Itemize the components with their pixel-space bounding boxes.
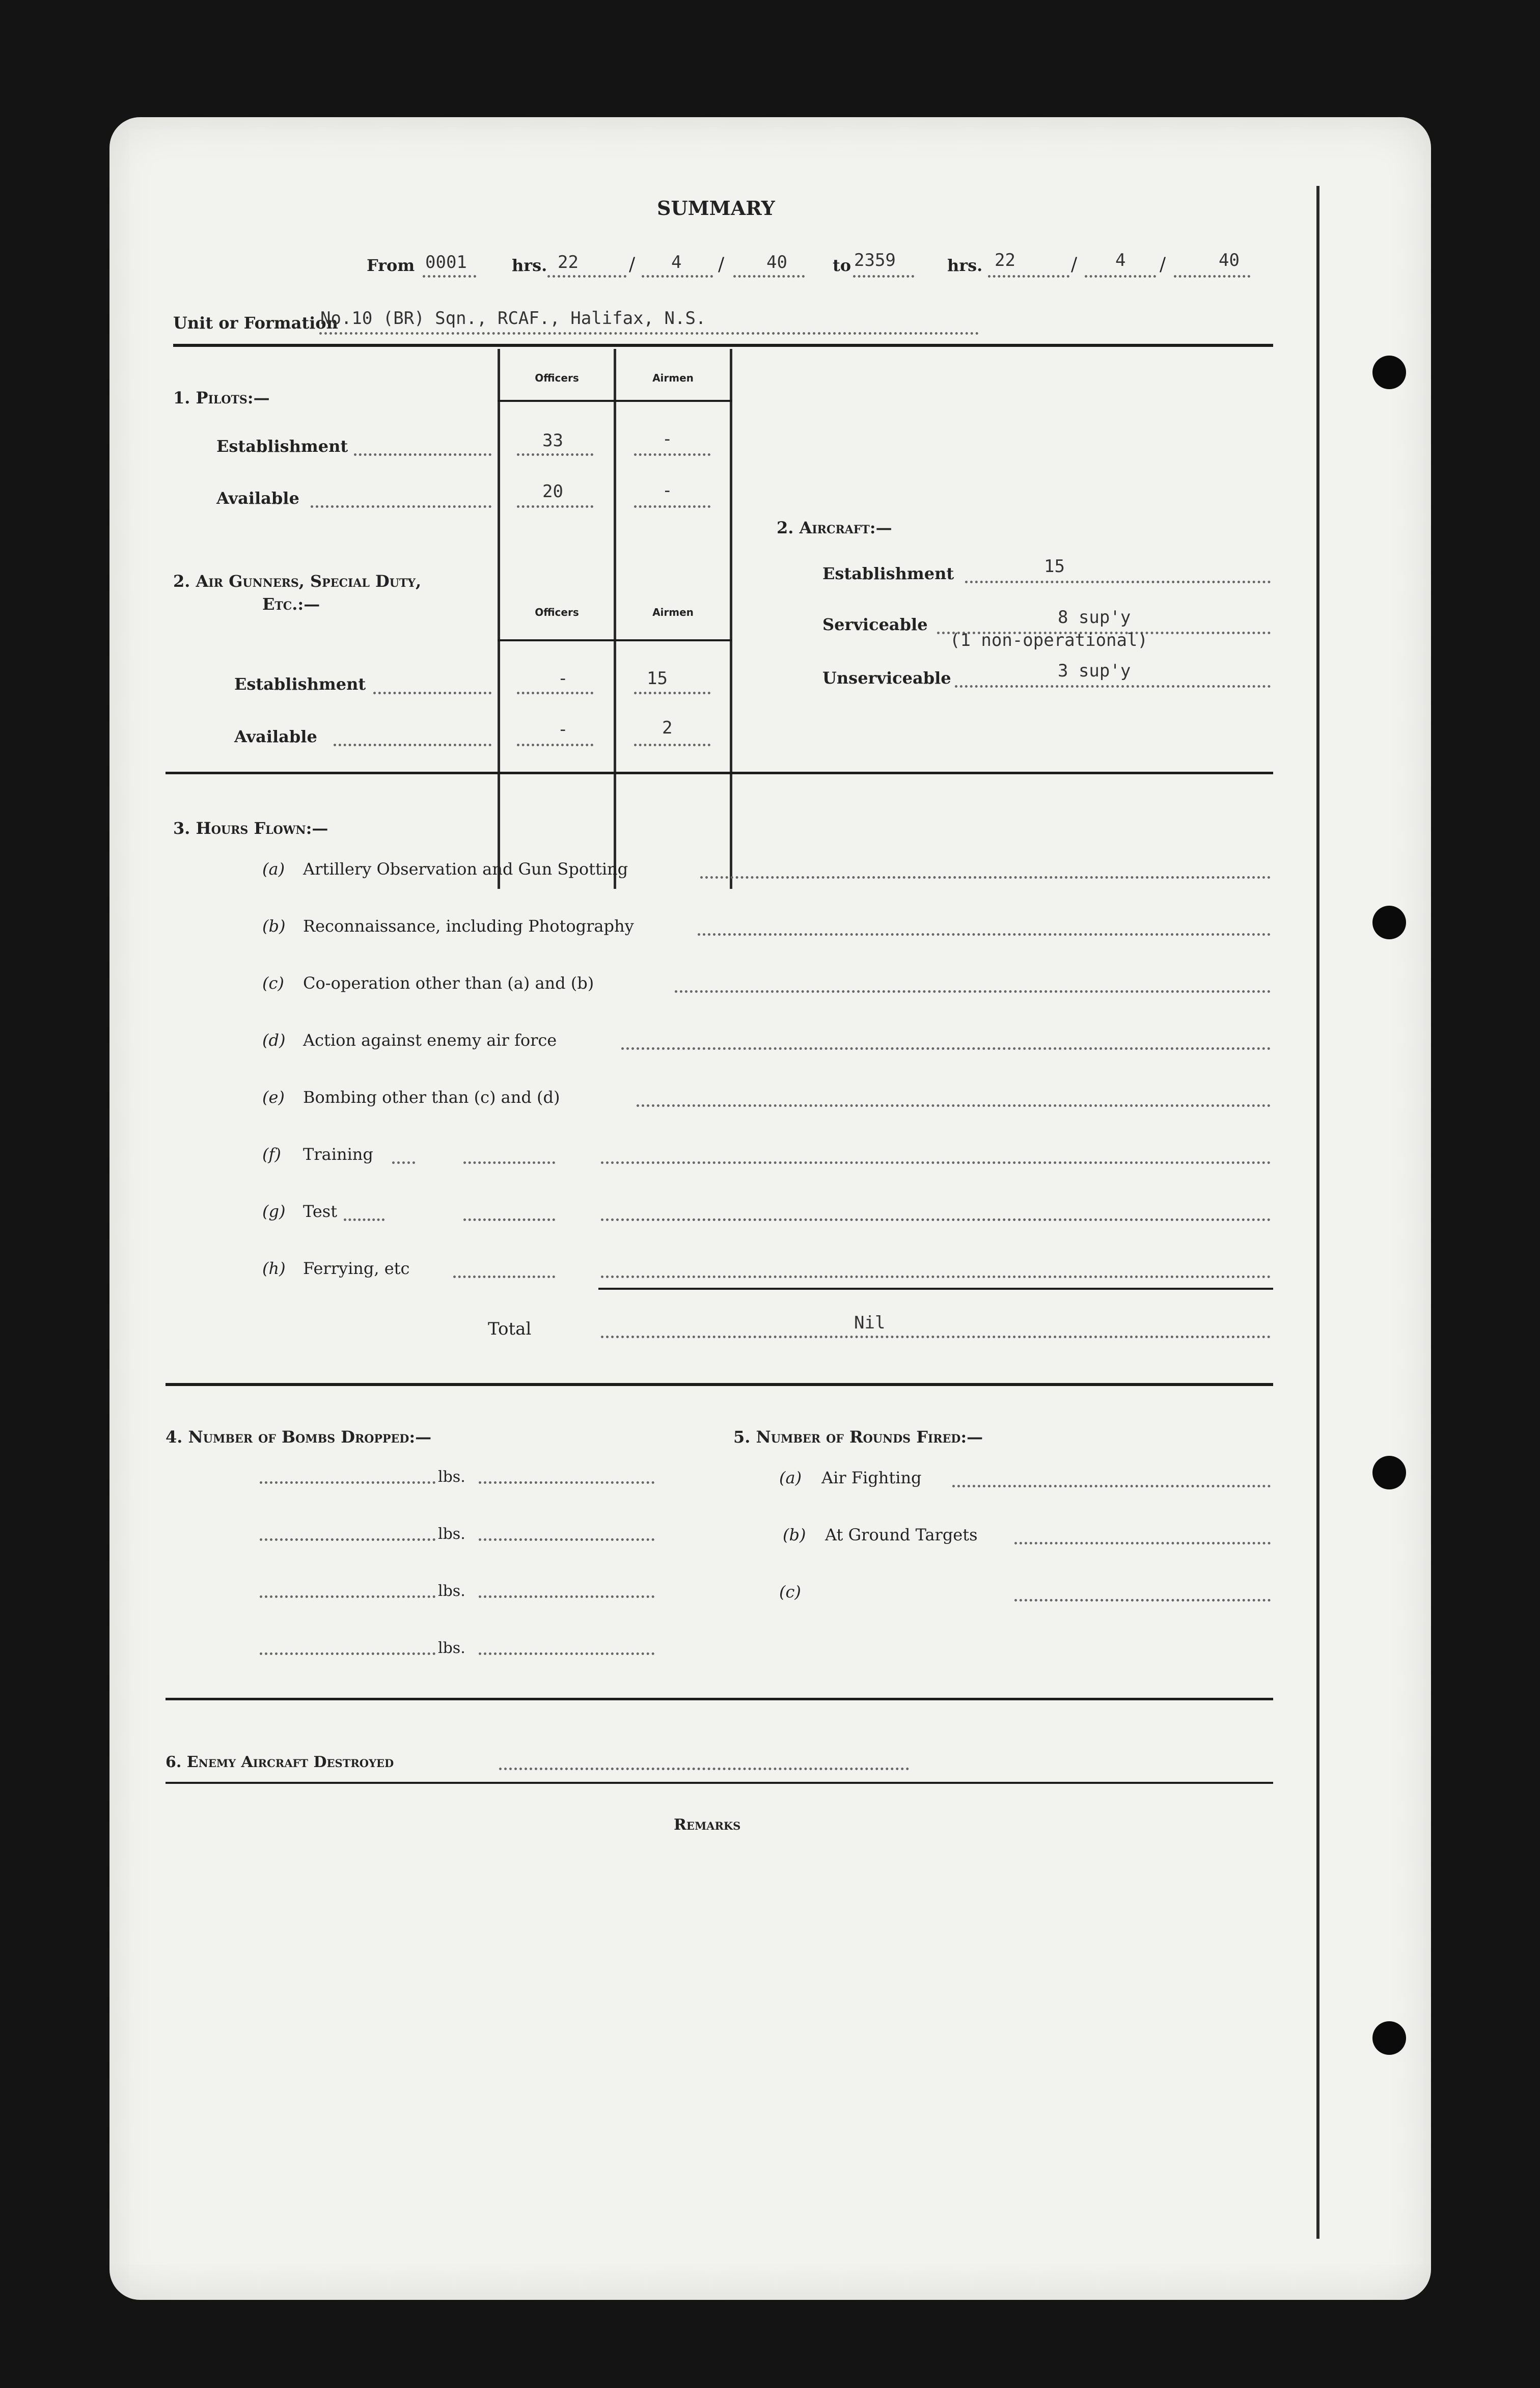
hours-item-a-line <box>700 876 1271 879</box>
form-sheet <box>109 117 1431 2300</box>
hours-item-d-label: Action against enemy air force <box>303 1030 557 1050</box>
hours-item-b-label: Reconnaissance, including Photography <box>303 916 634 936</box>
to-sep-2: / <box>1160 254 1166 275</box>
hours-item-f-mid-line <box>463 1161 555 1164</box>
table-header-rule-1 <box>498 400 732 402</box>
pilots-available-officers-line <box>517 505 593 508</box>
hours-item-d-line <box>621 1047 1271 1050</box>
unit-label: Unit or Formation <box>173 313 338 333</box>
rounds-item-c-letter: (c) <box>779 1582 801 1602</box>
pilots-col-officers: Officers <box>535 372 579 384</box>
pilots-establishment-label: Establishment <box>216 437 348 456</box>
from-year-line <box>733 275 805 278</box>
bombs-row-2-unit: lbs. <box>438 1525 465 1543</box>
hours-heading: 3. Hours Flown:— <box>173 819 328 838</box>
pilots-available-airmen: - <box>662 480 673 501</box>
gunners-establishment-leader <box>373 692 491 694</box>
rounds-item-a-line <box>952 1485 1271 1487</box>
from-sep-1: / <box>629 254 636 275</box>
rounds-item-c-line <box>1014 1599 1271 1602</box>
pilots-col-airmen: Airmen <box>652 372 694 384</box>
to-month: 4 <box>1115 250 1126 270</box>
from-label: From <box>367 256 415 275</box>
table-header-rule-2 <box>498 639 732 641</box>
binder-hole-4 <box>1372 2021 1406 2055</box>
hours-item-a-letter: (a) <box>262 859 285 879</box>
gunners-heading-2: Etc.:— <box>262 594 320 614</box>
hours-item-d-letter: (d) <box>262 1030 286 1050</box>
rounds-item-b-letter: (b) <box>783 1525 806 1544</box>
bombs-row-2-weight <box>479 1538 654 1541</box>
gunners-establishment-label: Establishment <box>234 674 366 694</box>
pilots-establishment-leader <box>354 453 491 456</box>
pilots-establishment-airmen-line <box>634 453 710 456</box>
gunners-available-airmen: 2 <box>662 718 673 738</box>
divider-enemy <box>166 1698 1273 1700</box>
hours-item-e-letter: (e) <box>262 1088 285 1107</box>
hours-item-h-leader <box>453 1276 555 1278</box>
from-time: 0001 <box>425 252 467 273</box>
hours-total-value: Nil <box>854 1313 886 1333</box>
gunners-heading: 2. Air Gunners, Special Duty, <box>173 572 422 591</box>
gunners-available-label: Available <box>234 727 317 746</box>
aircraft-unserviceable-label: Unserviceable <box>822 668 951 688</box>
gunners-available-officers: - <box>558 719 568 740</box>
to-year-line <box>1174 275 1250 278</box>
hours-total-label: Total <box>488 1319 532 1339</box>
hours-item-g-letter: (g) <box>262 1202 286 1221</box>
from-sep-2: / <box>718 254 725 275</box>
binder-hole-3 <box>1372 1456 1406 1489</box>
hours-item-g-line <box>601 1218 1271 1221</box>
from-year: 40 <box>766 252 787 273</box>
hours-total-rule <box>598 1288 1273 1290</box>
from-day-line <box>547 275 626 278</box>
gunners-available-airmen-line <box>634 744 710 746</box>
hours-item-c-letter: (c) <box>262 973 284 993</box>
from-month-line <box>642 275 713 278</box>
divider-remarks <box>166 1782 1273 1784</box>
hours-item-c-line <box>675 990 1271 993</box>
pilots-available-label: Available <box>216 489 299 508</box>
aircraft-unserviceable-value: 3 sup'y <box>1058 661 1131 681</box>
from-day: 22 <box>558 252 579 273</box>
table-line-1 <box>498 349 500 889</box>
aircraft-serviceable-note: (1 non-operational) <box>950 630 1148 650</box>
hours-item-g-leader <box>344 1218 384 1221</box>
to-day: 22 <box>995 250 1015 270</box>
hours-item-h-label: Ferrying, etc <box>303 1259 410 1278</box>
hours-total-line <box>601 1336 1271 1338</box>
unit-value: No.10 (BR) Sqn., RCAF., Halifax, N.S. <box>320 308 706 329</box>
page-title: SUMMARY <box>657 197 775 220</box>
hours-item-e-line <box>637 1104 1271 1107</box>
gunners-establishment-airmen-line <box>634 692 710 694</box>
bombs-row-4-weight <box>479 1652 654 1655</box>
binder-hole-2 <box>1372 906 1406 939</box>
bombs-row-1-weight <box>479 1481 654 1484</box>
hours-item-g-label: Test <box>303 1202 338 1221</box>
gunners-col-officers: Officers <box>535 606 579 618</box>
aircraft-establishment-value: 15 <box>1044 556 1065 577</box>
pilots-available-officers: 20 <box>542 481 563 502</box>
aircraft-establishment-label: Establishment <box>822 564 954 583</box>
pilots-heading: 1. Pilots:— <box>173 388 270 408</box>
aircraft-serviceable-label: Serviceable <box>822 615 928 634</box>
bombs-row-3-weight <box>479 1595 654 1598</box>
pilots-available-leader <box>311 505 491 508</box>
pilots-establishment-officers: 33 <box>542 430 563 451</box>
enemy-label: 6. Enemy Aircraft Destroyed <box>166 1753 394 1771</box>
hours-item-e-label: Bombing other than (c) and (d) <box>303 1088 560 1107</box>
to-label: to <box>833 256 851 275</box>
divider-bombs <box>166 1383 1273 1386</box>
table-line-3 <box>730 349 732 889</box>
to-month-line <box>1085 275 1156 278</box>
to-sep-1: / <box>1071 254 1078 275</box>
gunners-available-leader <box>334 744 491 746</box>
divider-top <box>173 344 1273 347</box>
hours-item-a-label: Artillery Observation and Gun Spotting <box>303 859 628 879</box>
enemy-line <box>499 1768 909 1770</box>
rounds-item-b-label: At Ground Targets <box>825 1525 978 1544</box>
hours-item-g-mid-line <box>463 1218 555 1221</box>
hours-item-c-label: Co-operation other than (a) and (b) <box>303 973 594 993</box>
gunners-establishment-officers-line <box>517 692 593 694</box>
table-line-2 <box>614 349 616 889</box>
pilots-establishment-airmen: - <box>662 429 673 449</box>
hours-item-b-letter: (b) <box>262 916 286 936</box>
to-day-line <box>988 275 1069 278</box>
rounds-item-a-letter: (a) <box>779 1468 802 1487</box>
bombs-row-3-unit: lbs. <box>438 1582 465 1600</box>
hours-item-f-line <box>601 1161 1271 1164</box>
from-time-line <box>423 275 476 278</box>
rounds-item-b-line <box>1014 1542 1271 1544</box>
gunners-establishment-airmen: 15 <box>647 668 668 689</box>
from-month: 4 <box>671 252 682 273</box>
hours-item-b-line <box>698 933 1271 936</box>
aircraft-heading: 2. Aircraft:— <box>777 518 892 537</box>
pilots-available-airmen-line <box>634 505 710 508</box>
binder-hole-1 <box>1372 356 1406 389</box>
hours-item-f-leader <box>392 1161 415 1164</box>
margin-rule <box>1316 186 1319 2239</box>
aircraft-serviceable-value: 8 sup'y <box>1058 607 1131 628</box>
bombs-row-4-qty <box>260 1652 435 1655</box>
to-time-line <box>853 275 914 278</box>
aircraft-unserviceable-line <box>955 685 1271 688</box>
bombs-row-2-qty <box>260 1538 435 1541</box>
to-time: 2359 <box>854 250 896 270</box>
hours-item-f-label: Training <box>303 1145 373 1164</box>
to-hrs-label: hrs. <box>947 256 983 275</box>
gunners-col-airmen: Airmen <box>652 606 694 618</box>
bombs-row-1-qty <box>260 1481 435 1484</box>
divider-hours <box>166 772 1273 774</box>
bombs-row-3-qty <box>260 1595 435 1598</box>
aircraft-establishment-line <box>965 581 1271 583</box>
pilots-establishment-officers-line <box>517 453 593 456</box>
gunners-available-officers-line <box>517 744 593 746</box>
unit-line <box>319 332 979 335</box>
gunners-establishment-officers: - <box>558 668 568 689</box>
rounds-item-a-label: Air Fighting <box>821 1468 922 1487</box>
to-year: 40 <box>1219 250 1240 270</box>
remarks-label: Remarks <box>674 1816 741 1834</box>
hours-item-f-letter: (f) <box>262 1145 281 1164</box>
hours-item-h-letter: (h) <box>262 1259 286 1278</box>
hours-item-h-line <box>601 1276 1271 1278</box>
bombs-heading: 4. Number of Bombs Dropped:— <box>166 1427 432 1447</box>
bombs-row-1-unit: lbs. <box>438 1468 465 1486</box>
bombs-row-4-unit: lbs. <box>438 1639 465 1657</box>
from-hrs-label: hrs. <box>512 256 547 275</box>
rounds-heading: 5. Number of Rounds Fired:— <box>733 1427 983 1447</box>
